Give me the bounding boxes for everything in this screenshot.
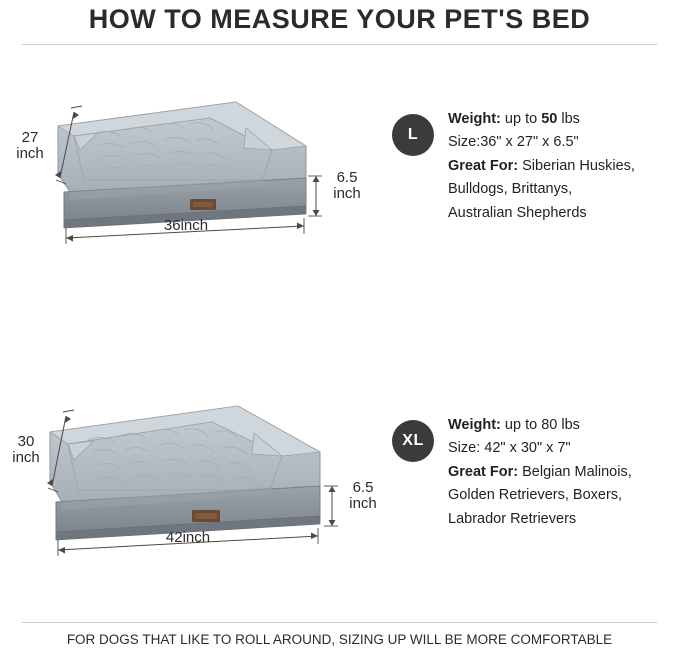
dimension-width-large: 36inch <box>163 217 209 234</box>
bed-illustration-large <box>14 88 374 263</box>
page-title: HOW TO MEASURE YOUR PET'S BED <box>88 4 591 34</box>
spec-greatfor-large: Great For: Siberian Huskies, <box>448 157 635 174</box>
size-badge-xl: XL <box>392 420 434 462</box>
spec-greatfor-xlarge-3: Labrador Retrievers <box>448 510 577 527</box>
dimension-width-xlarge: 42inch <box>165 529 211 546</box>
spec-weight-large: Weight: up to 50 lbs <box>448 111 580 127</box>
spec-greatfor-xlarge-2: Golden Retrievers, Boxers, <box>448 487 623 504</box>
dimension-depth-large: 27 inch <box>16 129 44 162</box>
dimension-depth-xlarge: 30 inch <box>12 433 40 466</box>
dimension-height-large: 6.5 inch <box>333 169 361 202</box>
spec-text-large <box>448 108 679 225</box>
spec-greatfor-xlarge: Great For: Belgian Malinois, <box>448 463 632 480</box>
spec-text-xlarge <box>448 414 679 531</box>
spec-size-large: Size:36" x 27" x 6.5" <box>448 134 579 151</box>
spec-greatfor-large-3: Australian Shepherds <box>448 204 587 221</box>
spec-panel-xlarge <box>392 414 679 544</box>
divider-top <box>22 44 657 45</box>
divider-bottom <box>22 622 657 623</box>
spec-weight-xlarge: Weight: up to 80 lbs <box>448 417 580 433</box>
bed-illustration-xlarge <box>14 390 384 570</box>
size-badge-l: L <box>392 114 434 156</box>
spec-greatfor-large-2: Bulldogs, Brittanys, <box>448 181 573 198</box>
dimension-height-xlarge: 6.5 inch <box>349 479 377 512</box>
footer-note: FOR DOGS THAT LIKE TO ROLL AROUND, SIZING UP WILL BE MORE COMFORTABLE <box>66 632 613 647</box>
spec-panel-large <box>392 108 672 238</box>
spec-size-xlarge: Size: 42" x 30" x 7" <box>448 440 571 457</box>
dimension-lines-large <box>14 88 374 263</box>
